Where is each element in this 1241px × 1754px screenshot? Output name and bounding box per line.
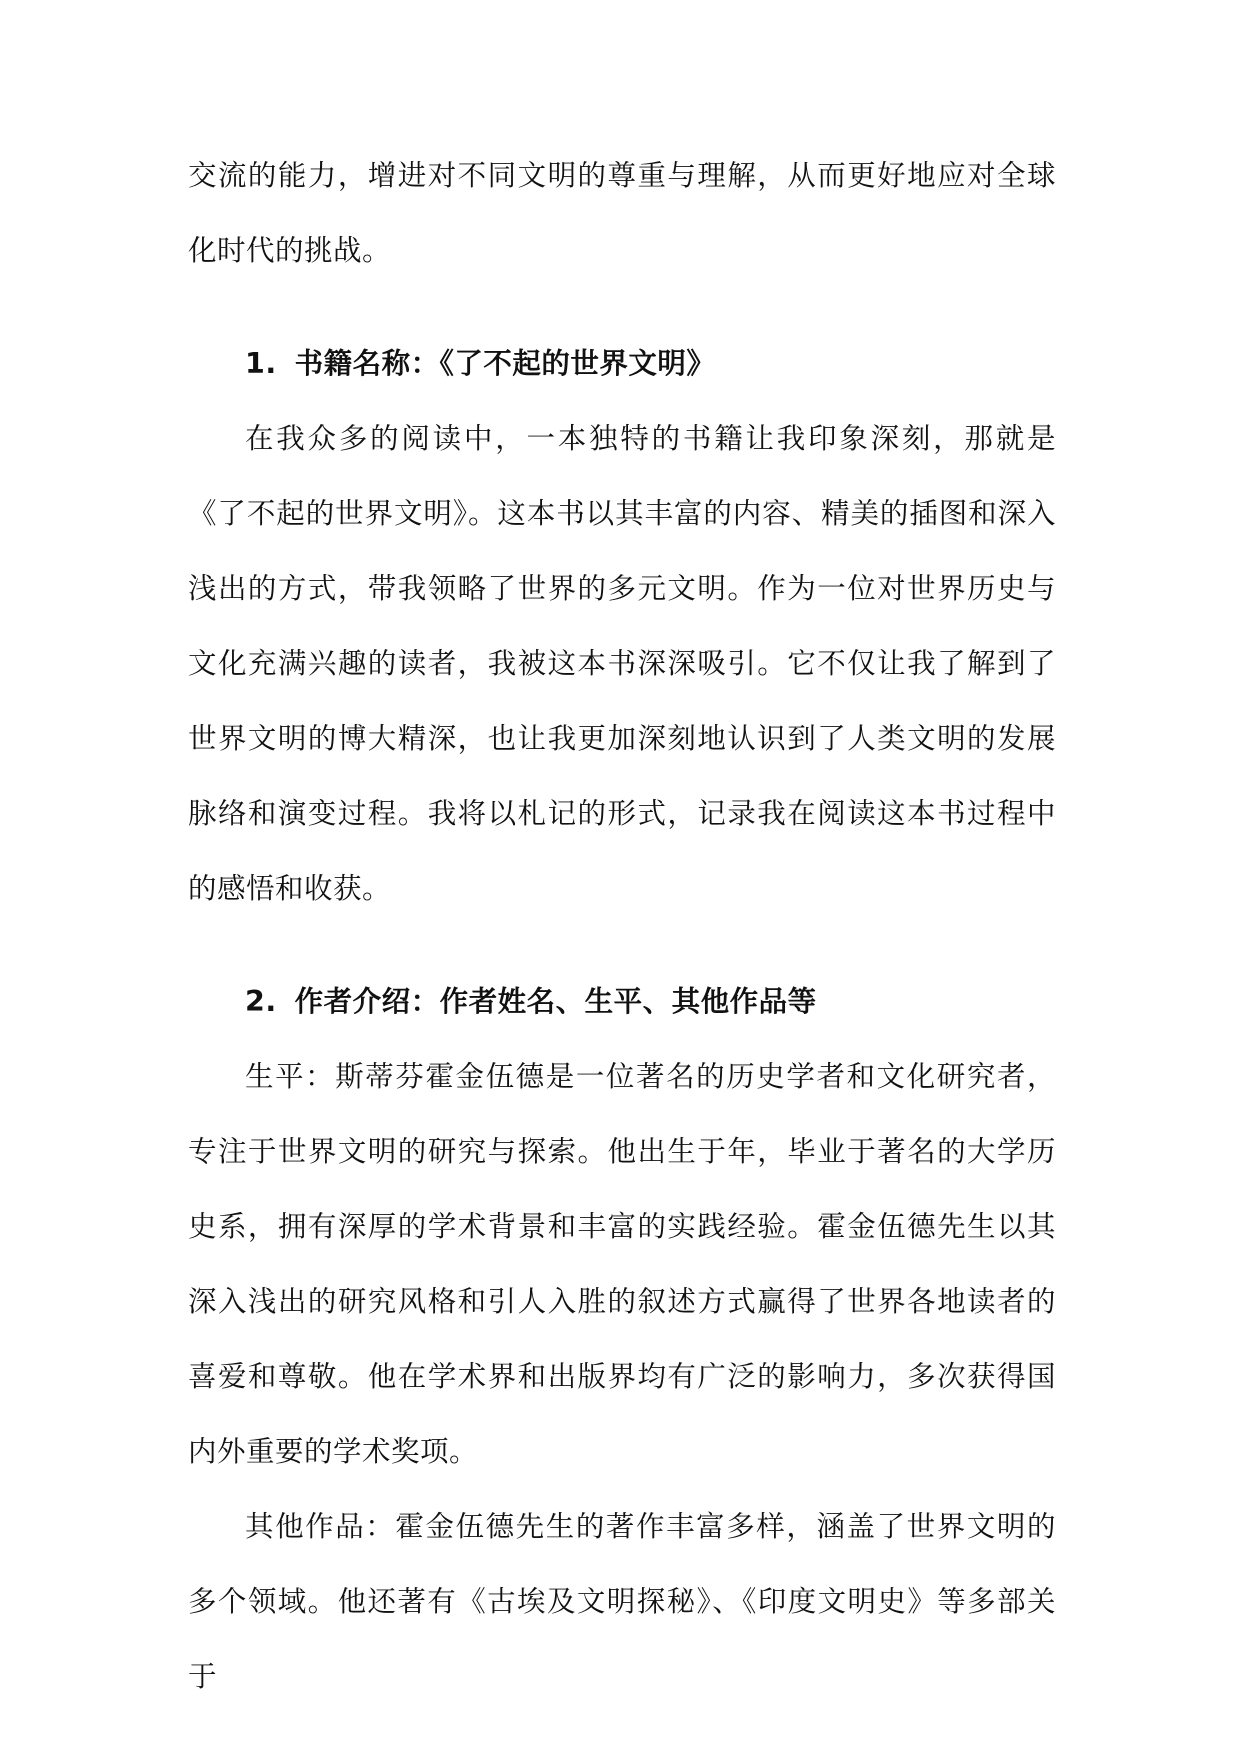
heading-number: 1.	[245, 347, 277, 380]
heading-text: 作者介绍：作者姓名、生平、其他作品等	[294, 985, 817, 1018]
section-spacer	[188, 288, 1056, 326]
paragraph-book-intro: 在我众多的阅读中，一本独特的书籍让我印象深刻，那就是《了不起的世界文明》。这本书以其丰富的内容、精美的插图和深入浅出的方式，带我领略了世界的多元文明。作为一位对世界历史与文化充满兴趣的读者，我被这本书深深吸引。它不仅让我了解到了世界文明的博大精深，也让我更加深刻地认识到了人类文明的发展脉络和演变过程。我将以札记的形式，记录我在阅读这本书过程中的感悟和收获。	[188, 422, 1056, 905]
section-heading-author	[188, 964, 1056, 1039]
paragraph-other-works: 其他作品：霍金伍德先生的著作丰富多样，涵盖了世界文明的多个领域。他还著有《古埃及文明探秘》、《印度文明史》等多部关于	[188, 1510, 1056, 1693]
paragraph-author-biography: 生平：斯蒂芬霍金伍德是一位著名的历史学者和文化研究者，专注于世界文明的研究与探索。他出生于年，毕业于著名的大学历史系，拥有深厚的学术背景和丰富的实践经验。霍金伍德先生以其深入浅出的研究风格和引人入胜的叙述方式赢得了世界各地读者的喜爱和尊敬。他在学术界和出版界均有广泛的影响力，多次获得国内外重要的学术奖项。	[188, 1060, 1056, 1468]
section-heading-book-title	[188, 326, 1056, 401]
section-spacer	[188, 926, 1056, 964]
heading-number: 2.	[245, 985, 277, 1018]
paragraph-continuation: 交流的能力，增进对不同文明的尊重与理解，从而更好地应对全球化时代的挑战。	[188, 159, 1056, 267]
document-page	[188, 138, 1056, 1714]
heading-text: 书籍名称：《了不起的世界文明》	[294, 347, 716, 380]
